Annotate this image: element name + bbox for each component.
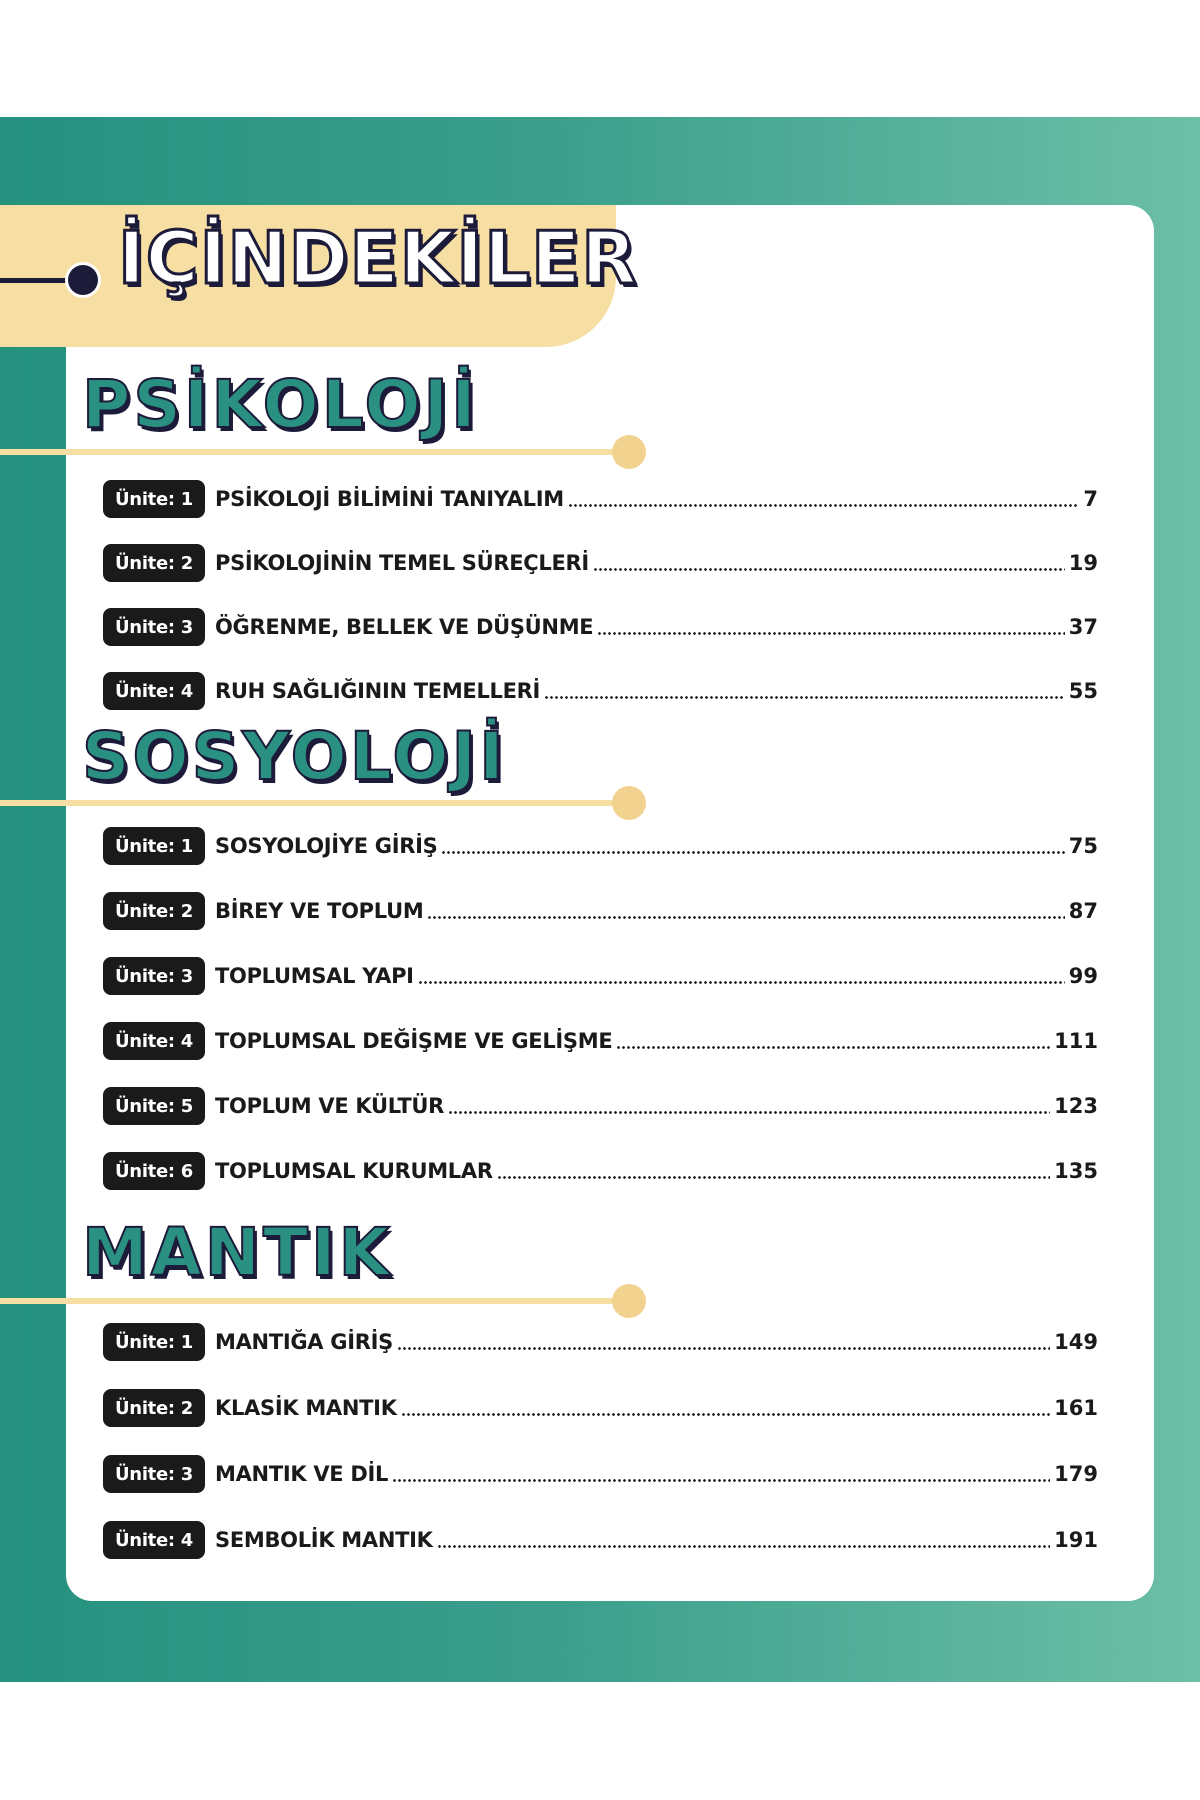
- dot-leader: [437, 1545, 1051, 1548]
- section-title-psikoloji: PSİKOLOJİ: [82, 366, 479, 443]
- page-title: İÇİNDEKİLER: [118, 216, 638, 300]
- page-number: 19: [1068, 551, 1098, 575]
- dot-leader: [401, 1413, 1050, 1416]
- dot-leader: [593, 568, 1065, 571]
- toc-entry[interactable]: [103, 1454, 1098, 1494]
- page-number: 179: [1054, 1462, 1098, 1486]
- unit-badge: Ünite: 3: [103, 1455, 205, 1493]
- dot-leader: [616, 1046, 1050, 1049]
- page-number: 7: [1083, 487, 1098, 511]
- section-dot: [612, 1284, 646, 1318]
- page-number: 87: [1068, 899, 1098, 923]
- toc-entry[interactable]: [103, 1086, 1098, 1126]
- page-number: 149: [1054, 1330, 1098, 1354]
- toc-entry[interactable]: [103, 826, 1098, 866]
- dot-leader: [441, 851, 1064, 854]
- page-number: 55: [1068, 679, 1098, 703]
- dot-leader: [448, 1111, 1050, 1114]
- dot-leader: [392, 1479, 1050, 1482]
- dot-leader: [418, 981, 1065, 984]
- toc-entry[interactable]: [103, 891, 1098, 931]
- toc-entry[interactable]: [103, 1151, 1098, 1191]
- entry-title: PSİKOLOJİ BİLİMİNİ TANIYALIM: [215, 487, 564, 511]
- page-number: 161: [1054, 1396, 1098, 1420]
- unit-badge: Ünite: 4: [103, 672, 205, 710]
- section-rule: [0, 449, 615, 455]
- unit-badge: Ünite: 2: [103, 892, 205, 930]
- unit-badge: Ünite: 1: [103, 1323, 205, 1361]
- entry-title: TOPLUMSAL DEĞİŞME VE GELİŞME: [215, 1029, 613, 1053]
- entry-title: ÖĞRENME, BELLEK VE DÜŞÜNME: [215, 615, 594, 639]
- entry-title: MANTIĞA GİRİŞ: [215, 1330, 393, 1354]
- page-number: 37: [1068, 615, 1098, 639]
- toc-entry[interactable]: [103, 1322, 1098, 1362]
- page-number: 75: [1068, 834, 1098, 858]
- dot-leader: [397, 1347, 1050, 1350]
- unit-badge: Ünite: 2: [103, 1389, 205, 1427]
- entry-title: KLASİK MANTIK: [215, 1396, 397, 1420]
- entry-title: SOSYOLOJİYE GİRİŞ: [215, 834, 438, 858]
- section-title-sosyoloji: SOSYOLOJİ: [82, 718, 507, 795]
- toc-entry[interactable]: [103, 1388, 1098, 1428]
- toc-entry[interactable]: [103, 1520, 1098, 1560]
- entry-title: SEMBOLİK MANTIK: [215, 1528, 433, 1552]
- entry-title: BİREY VE TOPLUM: [215, 899, 424, 923]
- section-title-mantik: MANTIK: [82, 1214, 393, 1291]
- page-number: 191: [1054, 1528, 1098, 1552]
- dot-leader: [544, 696, 1065, 699]
- unit-badge: Ünite: 2: [103, 544, 205, 582]
- toc-entry[interactable]: [103, 956, 1098, 996]
- unit-badge: Ünite: 3: [103, 957, 205, 995]
- unit-badge: Ünite: 4: [103, 1022, 205, 1060]
- dot-leader: [568, 504, 1080, 507]
- title-line-decoration: [0, 278, 72, 283]
- unit-badge: Ünite: 6: [103, 1152, 205, 1190]
- unit-badge: Ünite: 4: [103, 1521, 205, 1559]
- unit-badge: Ünite: 1: [103, 827, 205, 865]
- toc-entry[interactable]: [103, 479, 1098, 519]
- toc-entry[interactable]: [103, 543, 1098, 583]
- section-rule: [0, 1298, 615, 1304]
- page-number: 123: [1054, 1094, 1098, 1118]
- entry-title: RUH SAĞLIĞININ TEMELLERİ: [215, 679, 541, 703]
- section-rule: [0, 800, 615, 806]
- toc-entry[interactable]: [103, 671, 1098, 711]
- unit-badge: Ünite: 5: [103, 1087, 205, 1125]
- unit-badge: Ünite: 1: [103, 480, 205, 518]
- title-dot-decoration: [68, 265, 98, 295]
- entry-title: TOPLUMSAL KURUMLAR: [215, 1159, 493, 1183]
- dot-leader: [597, 632, 1064, 635]
- dot-leader: [497, 1176, 1050, 1179]
- dot-leader: [427, 916, 1064, 919]
- unit-badge: Ünite: 3: [103, 608, 205, 646]
- page-number: 135: [1054, 1159, 1098, 1183]
- section-dot: [612, 435, 646, 469]
- toc-entry[interactable]: [103, 607, 1098, 647]
- entry-title: MANTIK VE DİL: [215, 1462, 389, 1486]
- section-dot: [612, 786, 646, 820]
- page-number: 99: [1068, 964, 1098, 988]
- entry-title: TOPLUM VE KÜLTÜR: [215, 1094, 444, 1118]
- entry-title: TOPLUMSAL YAPI: [215, 964, 414, 988]
- page-number: 111: [1054, 1029, 1098, 1053]
- toc-entry[interactable]: [103, 1021, 1098, 1061]
- entry-title: PSİKOLOJİNİN TEMEL SÜREÇLERİ: [215, 551, 589, 575]
